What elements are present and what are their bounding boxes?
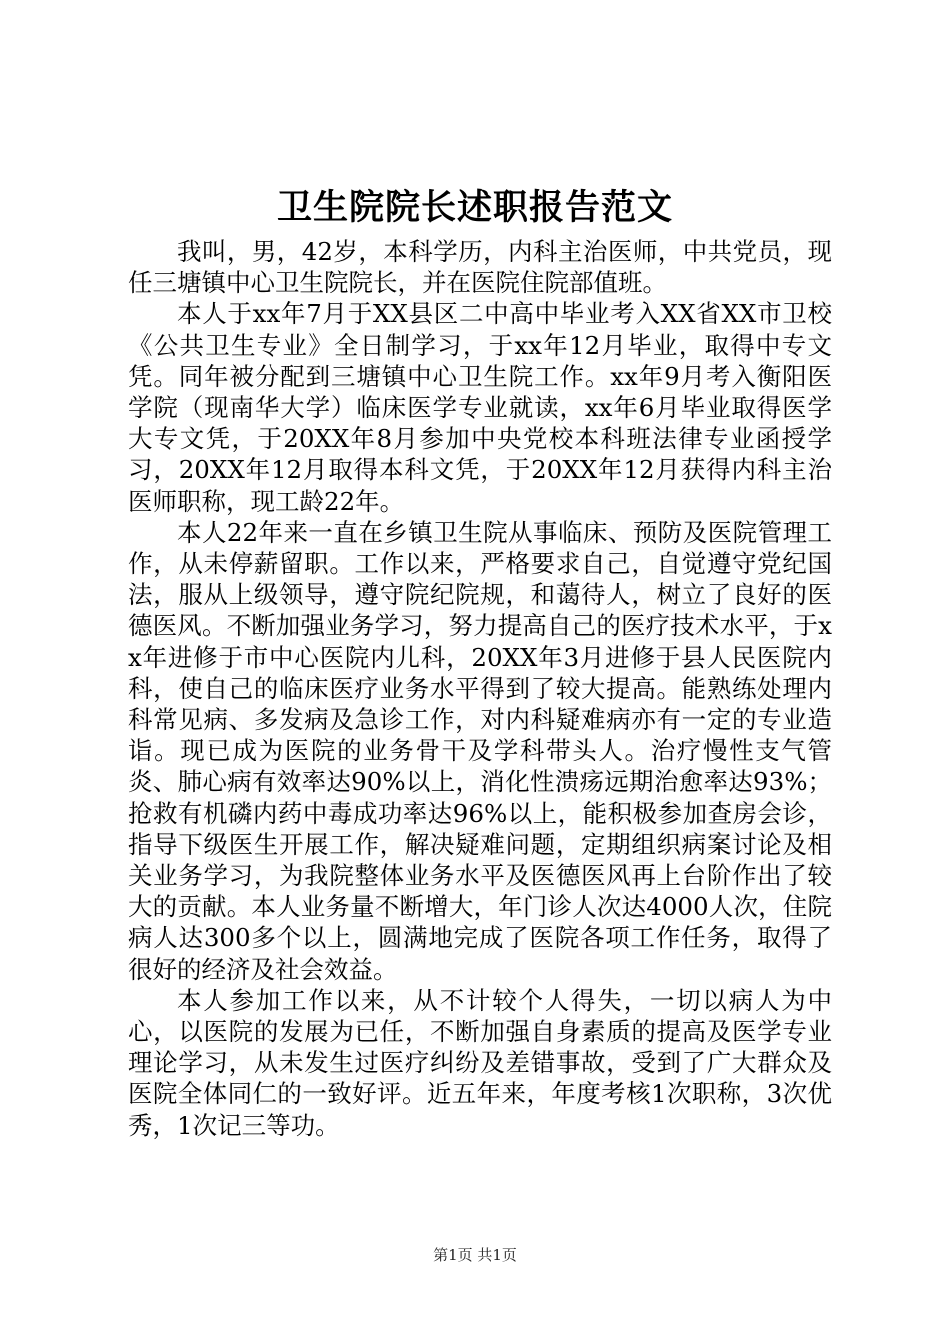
page-number-footer: 第1页 共1页	[433, 1246, 517, 1264]
paragraph-introduction: 我叫，男，42岁，本科学历，内科主治医师，中共党员，现任三塘镇中心卫生院院长，并在医院住院部值班。	[128, 237, 832, 298]
paragraph-evaluation: 本人参加工作以来，从不计较个人得失，一切以病人为中心，以医院的发展为已任，不断加强自身素质的提高及医学专业理论学习，从未发生过医疗纠纷及差错事故，受到了广大群众及医院全体同仁的一致好评。近五年来，年度考核1次职称，3次优秀，1次记三等功。	[128, 985, 832, 1140]
document-title: 卫生院院长述职报告范文	[276, 187, 673, 228]
paragraph-work-experience: 本人22年来一直在乡镇卫生院从事临床、预防及医院管理工作，从未停薪留职。工作以来，严格要求自己，自觉遵守党纪国法，服从上级领导，遵守院纪院规，和蔼待人，树立了良好的医德医风。不断加强业务学习，努力提高自己的医疗技术水平，于xx年进修于市中心医院内儿科，20XX年3月进修于县人民医院内科，使自己的临床医疗业务水平得到了较大提高。能熟练处理内科常见病、多发病及急诊工作，对内科疑难病亦有一定的专业造诣。现已成为医院的业务骨干及学科带头人。治疗慢性支气管炎、肺心病有效率达90%以上，消化性溃疡远期治愈率达93%；抢救有机磷内药中毒成功率达96%以上，能积极参加查房会诊，指导下级医生开展工作，解决疑难问题，定期组织病案讨论及相关业务学习，为我院整体业务水平及医德医风再上台阶作出了较大的贡献。本人业务量不断增大，年门诊人次达4000人次，住院病人达300多个以上，圆满地完成了医院各项工作任务，取得了很好的经济及社会效益。	[128, 517, 832, 984]
document-body	[128, 236, 832, 1141]
paragraph-education: 本人于xx年7月于XX县区二中高中毕业考入XX省XX市卫校《公共卫生专业》全日制学习，于xx年12月毕业，取得中专文凭。同年被分配到三塘镇中心卫生院工作。xx年9月考入衡阳医学院（现南华大学）临床医学专业就读，xx年6月毕业取得医学大专文凭，于20XX年8月参加中央党校本科班法律专业函授学习，20XX年12月取得本科文凭，于20XX年12月获得内科主治医师职称，现工龄22年。	[128, 299, 832, 516]
